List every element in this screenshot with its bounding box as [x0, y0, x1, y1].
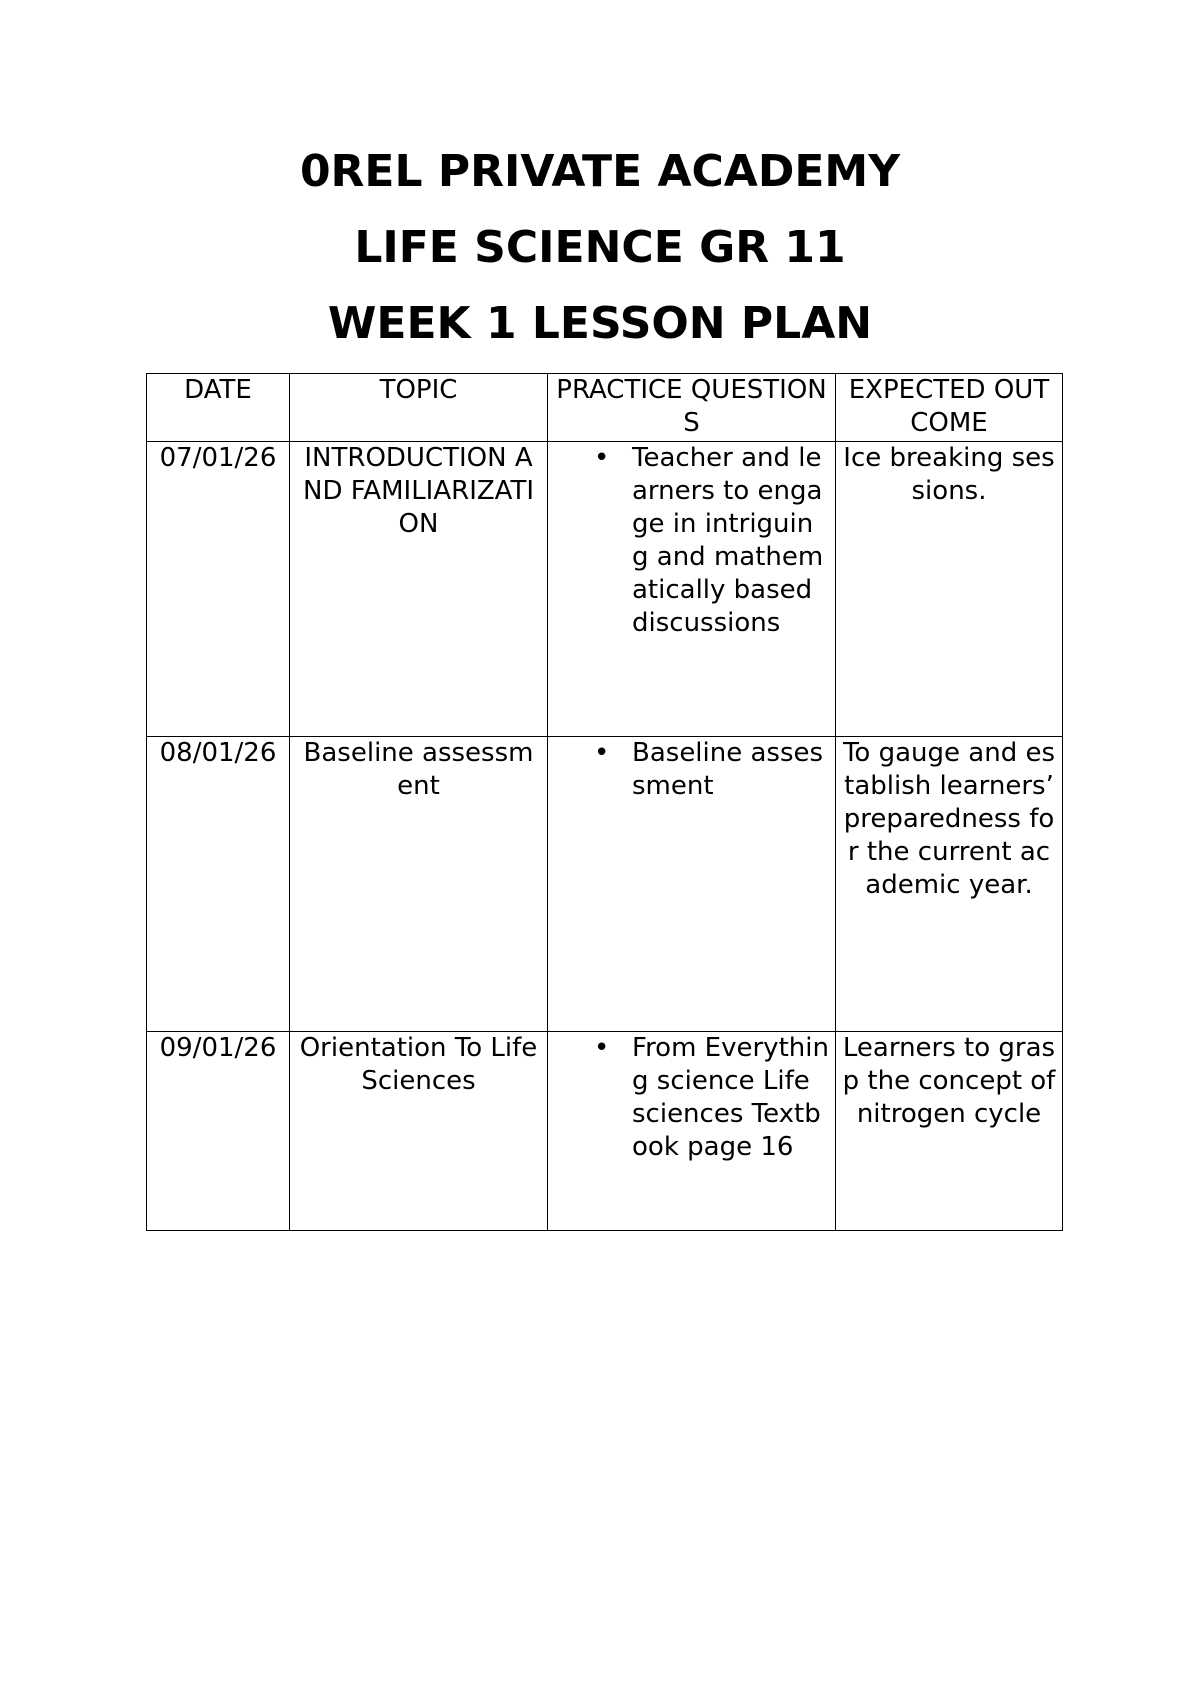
- school-name: 0REL PRIVATE ACADEMY: [299, 146, 901, 197]
- table-row: [147, 737, 1063, 1032]
- bullet-icon: •: [594, 443, 610, 473]
- row-expected-outcome: To gauge and establish learners’ preparedness for the current academic year.: [836, 737, 1063, 1032]
- row-topic: Orientation To Life Sciences: [290, 1032, 548, 1231]
- bullet-icon: •: [594, 1033, 610, 1063]
- header-topic: TOPIC: [290, 374, 548, 442]
- table-header-row: [147, 374, 1063, 442]
- table-row: [147, 442, 1063, 737]
- lesson-plan-table: [146, 373, 1063, 1231]
- lesson-plan-title: WEEK 1 LESSON PLAN: [327, 298, 873, 349]
- practice-text: Baseline assessment: [632, 738, 824, 801]
- row-date: 09/01/26: [147, 1032, 290, 1231]
- row-date: 07/01/26: [147, 442, 290, 737]
- row-topic: Baseline assessment: [290, 737, 548, 1032]
- header-expected-outcome: EXPECTED OUTCOME: [836, 374, 1063, 442]
- row-practice-questions: [548, 442, 836, 737]
- practice-text: Teacher and learners to engage in intriguing and mathematically based discussions: [632, 443, 824, 638]
- row-practice-questions: [548, 1032, 836, 1231]
- row-expected-outcome: Learners to grasp the concept of nitrogen cycle: [836, 1032, 1063, 1231]
- row-practice-questions: [548, 737, 836, 1032]
- row-topic: INTRODUCTION AND FAMILIARIZATION: [290, 442, 548, 737]
- table-row: [147, 1032, 1063, 1231]
- subject-title: LIFE SCIENCE GR 11: [354, 222, 846, 273]
- row-date: 08/01/26: [147, 737, 290, 1032]
- header-practice-questions: PRACTICE QUESTIONS: [548, 374, 836, 442]
- bullet-icon: •: [594, 738, 610, 768]
- header-date: DATE: [147, 374, 290, 442]
- row-expected-outcome: Ice breaking sessions.: [836, 442, 1063, 737]
- practice-text: From Everything science Life sciences Textbook page 16: [632, 1033, 829, 1162]
